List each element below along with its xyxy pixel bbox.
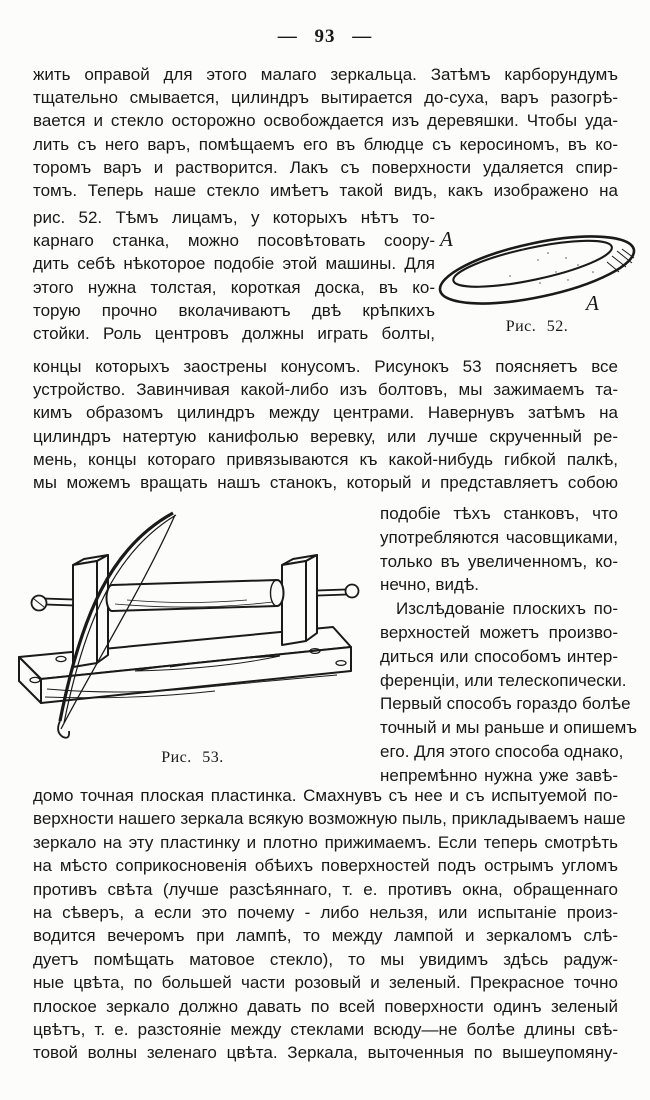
figure-53 (15, 505, 370, 767)
text-line: непремѣнно нужна уже завѣ- (380, 765, 618, 785)
text-line: ференціи, или телескопически. (380, 670, 627, 690)
text-line: тщательно смывается, цилиндръ вытирается до-суха, варъ разогрѣ- (33, 88, 618, 108)
figure-52 (428, 220, 646, 336)
text-line: мень, концы котораго привязываются къ какой-нибудь гибкой палкѣ, (33, 449, 618, 469)
text-line: вается и стекло осторожно освобождается изъ деревяшки. Чтобы уда- (33, 111, 618, 131)
fig52-label-a-top: A (440, 227, 453, 251)
figure-53-caption: Рис. 53. (161, 749, 224, 766)
text-line: диться или способомъ интер- (380, 646, 618, 666)
text-line: точный и мы раньше и опишемъ (380, 718, 637, 738)
text-line: плоское зеркало должно давать по всей поверхности одинъ зеленый (33, 996, 618, 1016)
text-line: рис. 52. Тѣмъ лицамъ, у которыхъ нѣтъ то- (33, 208, 435, 227)
text-line: домо точная плоская пластинка. Смахнувъ съ нее и съ испытуемой по- (33, 786, 618, 805)
text-line: дуетъ помѣщать матовое стекло), то мы увидимъ здѣсь радуж- (33, 949, 618, 969)
text-line: Изслѣдованіе плоскихъ по- (396, 599, 618, 619)
text-line: его. Для этого способа однако, (380, 741, 624, 761)
text-line: лить съ него варъ, помѣщаемъ его въ блюдце съ керосиномъ, въ ко- (33, 134, 618, 154)
text-line: устройство. Завинчивая какой-либо изъ болтовъ, мы зажимаемъ та- (33, 380, 618, 400)
text-line: верхностей можетъ произво- (380, 622, 618, 642)
text-line: торомъ варъ и растворится. Лакъ съ поверхности удаляется спир- (33, 157, 618, 177)
text-line: только въ увеличенномъ, ко- (380, 551, 618, 571)
text-line: цилиндръ натертую канифолью веревку, или лучше скрученный ре- (33, 426, 618, 446)
text-line: на сѣверъ, а если это почему - либо нельзя, или испытаніе произ- (33, 902, 618, 922)
text-line: томъ. Теперь наше стекло имѣетъ такой видъ, какъ изображено на (33, 180, 618, 200)
lathe-drawing (15, 505, 370, 745)
text-line: верхности нашего зеркала всякую возможную пыль, прикладываемъ наше (33, 809, 626, 829)
text-line: зеркало на эту пластинку и плотно прижимаемъ. Если теперь смотрѣть (33, 832, 618, 852)
text-line: стойки. Роль центровъ должны играть болты, (33, 323, 435, 343)
text-block-top (33, 63, 618, 202)
text-line: этого нужна толстая, короткая доска, въ ко- (33, 277, 435, 297)
text-line: на мѣсто соприкосновенія обѣихъ поверхностей подъ острымъ угломъ (33, 856, 618, 876)
text-line: товой волны зеленаго цвѣта. Зеркала, выточенныя по вышеупомяну- (33, 1043, 618, 1063)
text-block-middle (33, 355, 618, 494)
glass-disc-drawing (428, 220, 646, 316)
text-block-left-of-fig52 (33, 206, 435, 345)
text-line: концы которыхъ заострены конусомъ. Рисунокъ 53 поясняетъ все (33, 357, 618, 376)
text-line: жить оправой для этого малаго зеркальца. Затѣмъ карборундумъ (33, 65, 618, 84)
text-line: кимъ образомъ цилиндръ между центрами. Навернувъ затѣмъ на (33, 403, 618, 423)
text-block-right-of-fig53 (380, 502, 637, 788)
text-line: водится вечеромъ при лампѣ, то между лампой и зеркаломъ слѣ- (33, 926, 618, 946)
text-line: дить себѣ нѣкоторое подобіе этой машины. Для (33, 254, 435, 274)
text-line: ные цвѣта, по большей части розовый и зеленый. Прекрасное точно (33, 973, 618, 993)
figure-52-caption: Рис. 52. (505, 318, 569, 335)
text-line: торую прочно вколачиваютъ двѣ крѣпкихъ (33, 300, 435, 320)
text-line: Первый способъ гораздо болѣе (380, 694, 631, 714)
text-line: цвѣтъ, т. е. разстояніе между стеклами всюду—не болѣе длины свѣ- (33, 1019, 618, 1039)
text-line: карнаго станка, можно посовѣтовать соору- (33, 231, 435, 251)
text-line: подобіе тѣхъ станковъ, что (380, 504, 618, 523)
text-line: мы можемъ вращать нашъ станокъ, который и представляетъ собою (33, 472, 618, 492)
text-line: нечно, видѣ. (380, 575, 480, 595)
page-number: — 93 — (277, 26, 373, 47)
fig52-label-a-bottom: A (586, 291, 599, 315)
text-line: употребляются часовщиками, (380, 527, 618, 547)
text-block-bottom (33, 784, 626, 1065)
text-line: противъ свѣта (лучше разсѣяннаго, т. е. противъ окна, обращеннаго (33, 879, 618, 899)
